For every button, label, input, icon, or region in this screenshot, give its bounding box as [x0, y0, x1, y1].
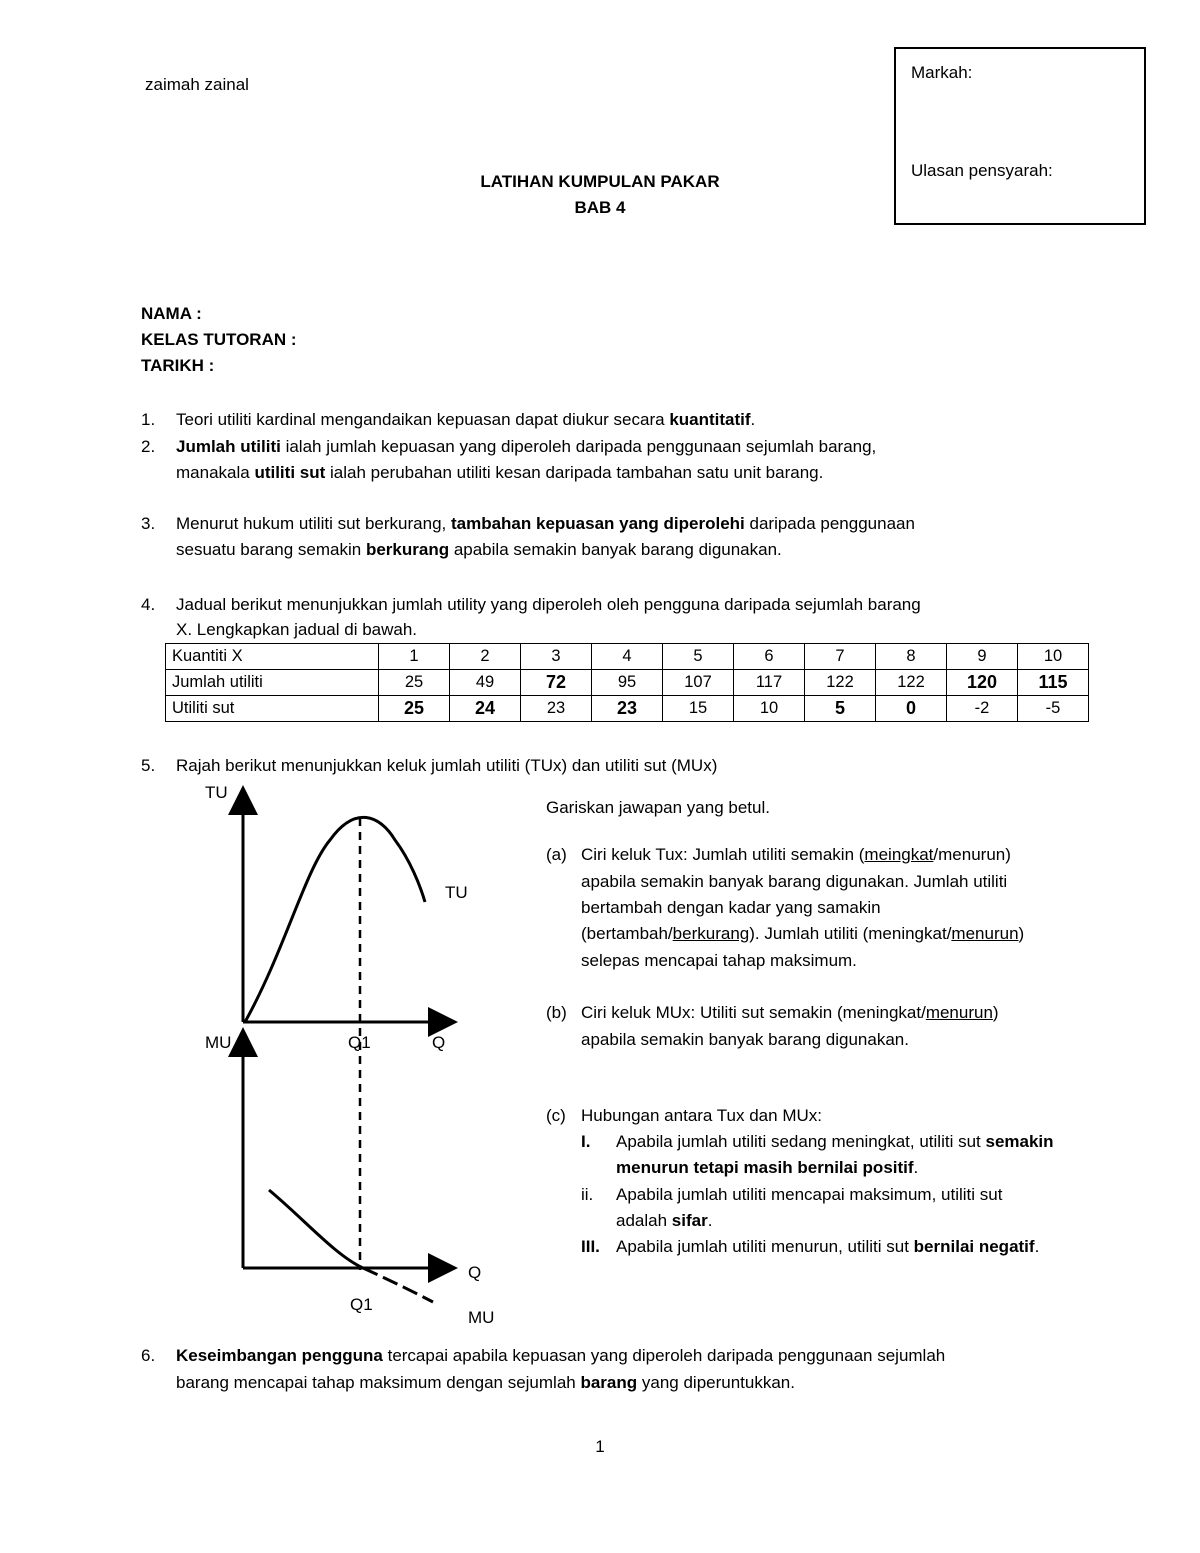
table-cell-answer: 72: [521, 670, 592, 696]
q5a-line4: (bertambah/berkurang). Jumlah utiliti (meningkat/menurun): [581, 924, 1025, 943]
q6-line2: barang mencapai tahap maksimum dengan sejumlah barang yang diperuntukkan.: [176, 1373, 795, 1392]
q5c-i-line1: Apabila jumlah utiliti sedang meningkat, utiliti sut semakin: [616, 1132, 1054, 1151]
q5a-label: (a): [546, 845, 567, 864]
q5c-heading: Hubungan antara Tux dan MUx:: [581, 1106, 822, 1125]
document-title: LATIHAN KUMPULAN PAKAR: [480, 172, 720, 191]
q3-number: 3.: [141, 514, 156, 533]
q5c-iii-line1: Apabila jumlah utiliti menurun, utiliti sut bernilai negatif.: [616, 1237, 1040, 1256]
tu-curve-label: TU: [445, 883, 468, 902]
tu-axis-label: TU: [205, 783, 228, 802]
mu-axis-label: MU: [205, 1033, 232, 1052]
table-cell-answer: 25: [379, 696, 450, 722]
q5c-ii-line2: adalah sifar.: [616, 1211, 713, 1230]
table-cell-answer: 5: [805, 696, 876, 722]
table-cell: 3: [521, 644, 592, 670]
q5-text: Rajah berikut menunjukkan keluk jumlah utiliti (TUx) dan utiliti sut (MUx): [176, 756, 718, 775]
table-row-quantity: [166, 644, 1089, 670]
table-cell: 4: [592, 644, 663, 670]
table-cell-answer: 0: [876, 696, 947, 722]
table-cell: 15: [663, 696, 734, 722]
q4-line1: Jadual berikut menunjukkan jumlah utility yang diperoleh oleh pengguna daripada sejumlah barang: [176, 595, 921, 614]
table-cell-answer: 24: [450, 696, 521, 722]
q6-line1: Keseimbangan pengguna tercapai apabila kepuasan yang diperoleh daripada penggunaan sejumlah: [176, 1346, 946, 1365]
q5c-label: (c): [546, 1106, 566, 1125]
q5b-line2: apabila semakin banyak barang digunakan.: [581, 1030, 909, 1049]
q-bottom-label: Q: [468, 1263, 482, 1282]
field-nama: NAMA :: [141, 304, 202, 323]
q5c-i-line2: menurun tetapi masih bernilai positif.: [616, 1158, 919, 1177]
q5a-line1: Ciri keluk Tux: Jumlah utiliti semakin (meingkat/menurun): [581, 845, 1011, 864]
table-cell: 10: [1018, 644, 1089, 670]
utility-table: [165, 643, 1089, 722]
table-row-marginal-utility: [166, 696, 1089, 722]
table-cell: 10: [734, 696, 805, 722]
table-cell: 117: [734, 670, 805, 696]
row-label: Jumlah utiliti: [166, 670, 379, 696]
q3-line2: sesuatu barang semakin berkurang apabila semakin banyak barang digunakan.: [176, 540, 782, 559]
table-cell: -5: [1018, 696, 1089, 722]
q3-line1: Menurut hukum utiliti sut berkurang, tambahan kepuasan yang diperolehi daripada penggunaan: [176, 514, 915, 533]
q5b-line1: Ciri keluk MUx: Utiliti sut semakin (meningkat/menurun): [581, 1003, 999, 1022]
table-cell: 95: [592, 670, 663, 696]
table-cell-answer: 115: [1018, 670, 1089, 696]
q2-line1: Jumlah utiliti ialah jumlah kepuasan yang diperoleh daripada penggunaan sejumlah barang,: [176, 437, 877, 456]
q5c-iii-number: III.: [581, 1237, 600, 1256]
q1-bottom-label: Q1: [350, 1295, 373, 1314]
field-tarikh: TARIKH :: [141, 356, 215, 375]
q5a-line2: apabila semakin banyak barang digunakan. Jumlah utiliti: [581, 872, 1008, 891]
q5-number: 5.: [141, 756, 156, 775]
q5c-ii-number: ii.: [581, 1185, 594, 1204]
table-cell: 6: [734, 644, 805, 670]
q5a-line5: selepas mencapai tahap maksimum.: [581, 951, 857, 970]
q4-number: 4.: [141, 595, 156, 614]
mu-curve: [269, 1190, 363, 1268]
table-cell: 2: [450, 644, 521, 670]
q5c-ii-line1: Apabila jumlah utiliti mencapai maksimum, utiliti sut: [616, 1185, 1003, 1204]
table-cell: 1: [379, 644, 450, 670]
q4-line2: X. Lengkapkan jadual di bawah.: [176, 620, 418, 639]
q1-top-label: Q1: [348, 1033, 371, 1052]
q6-number: 6.: [141, 1346, 156, 1365]
document-chapter: BAB 4: [574, 198, 626, 217]
author-name: zaimah zainal: [145, 75, 249, 94]
tu-mu-graph: [195, 780, 515, 1335]
table-cell: 122: [876, 670, 947, 696]
q2-number: 2.: [141, 437, 156, 456]
markah-label: Markah:: [911, 63, 973, 82]
field-kelas: KELAS TUTORAN :: [141, 330, 297, 349]
table-cell: 23: [521, 696, 592, 722]
row-label: Utiliti sut: [166, 696, 379, 722]
table-cell: 49: [450, 670, 521, 696]
table-cell: 7: [805, 644, 876, 670]
q1-text: Teori utiliti kardinal mengandaikan kepuasan dapat diukur secara kuantitatif.: [176, 410, 756, 429]
table-cell: 25: [379, 670, 450, 696]
table-cell-answer: 120: [947, 670, 1018, 696]
q-top-label: Q: [432, 1033, 446, 1052]
q5b-label: (b): [546, 1003, 567, 1022]
table-cell: 9: [947, 644, 1018, 670]
q1-number: 1.: [141, 410, 156, 429]
q5-instruction: Gariskan jawapan yang betul.: [546, 798, 770, 817]
table-cell: -2: [947, 696, 1018, 722]
mu-curve-label: MU: [468, 1308, 495, 1327]
mu-curve-negative: [363, 1268, 433, 1302]
q5a-line3: bertambah dengan kadar yang samakin: [581, 898, 881, 917]
table-cell: 5: [663, 644, 734, 670]
table-row-total-utility: [166, 670, 1089, 696]
q5c-i-number: I.: [581, 1132, 591, 1151]
q2-line2: manakala utiliti sut ialah perubahan utiliti kesan daripada tambahan satu unit barang.: [176, 463, 824, 482]
table-cell: 107: [663, 670, 734, 696]
row-label: Kuantiti X: [166, 644, 379, 670]
table-cell-answer: 23: [592, 696, 663, 722]
table-cell: 122: [805, 670, 876, 696]
table-cell: 8: [876, 644, 947, 670]
ulasan-label: Ulasan pensyarah:: [911, 161, 1053, 180]
tu-curve: [245, 817, 425, 1022]
page-number: 1: [595, 1437, 605, 1456]
